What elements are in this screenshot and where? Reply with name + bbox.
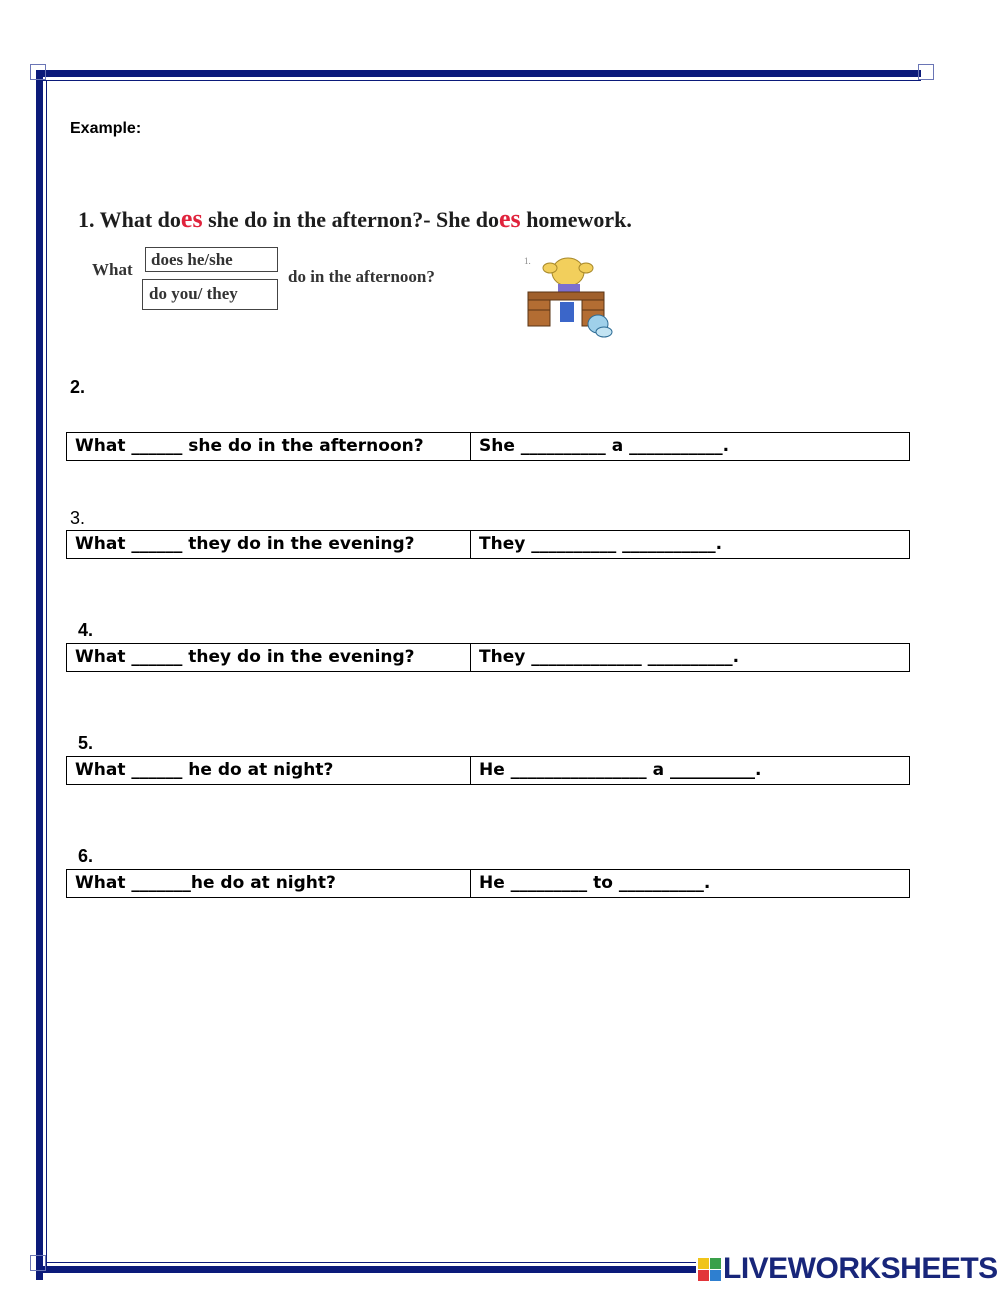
answer-cell[interactable]: He _________ to __________. [479,873,711,893]
answer-cell[interactable]: She __________ a ___________. [479,436,730,456]
question-number: 4. [78,620,94,640]
corner-mark [30,1255,46,1271]
example-sentence: 1. What does she do in the afternon?- She does homework. [78,204,632,233]
example-what-label: What [92,260,133,279]
question-cell[interactable]: What ______ she do in the afternoon? [67,433,471,460]
answer-cell[interactable]: They __________ ___________. [479,534,723,554]
picture-number: 1. [524,256,531,266]
girl-at-desk-picture [522,252,618,338]
table-row [66,643,910,672]
question-cell[interactable]: What ______ he do at night? [67,757,471,784]
table-row [66,432,910,461]
question-number: 6. [78,846,94,866]
page-border-top [36,70,921,77]
example-do-label: do in the afternoon? [288,267,435,286]
page-border-bottom-inner [46,1262,696,1263]
example-label: Example: [70,120,142,137]
page-border-bottom [36,1266,696,1273]
table-row [66,756,910,785]
page-border-left [36,70,43,1280]
logo-blocks-icon [698,1258,721,1281]
question-number: 2. [70,377,86,397]
question-cell[interactable]: What _______he do at night? [67,870,471,897]
question-number: 5. [78,733,94,753]
question-cell[interactable]: What ______ they do in the evening? [67,531,471,558]
question-number: 3. [70,508,86,528]
page-border-left-inner [46,80,47,1270]
page-border-top-inner [36,80,921,81]
corner-mark [918,64,934,80]
example-option-box: do you/ they [142,279,278,310]
answer-cell[interactable]: They _____________ __________. [479,647,740,667]
corner-mark [30,64,46,80]
table-row [66,869,910,898]
logo-text: LIVEWORKSHEETS [723,1252,998,1285]
question-cell[interactable]: What ______ they do in the evening? [67,644,471,671]
example-option-box: does he/she [145,247,278,272]
table-row [66,530,910,559]
answer-cell[interactable]: He ________________ a __________. [479,760,762,780]
liveworksheets-logo [698,1253,998,1285]
